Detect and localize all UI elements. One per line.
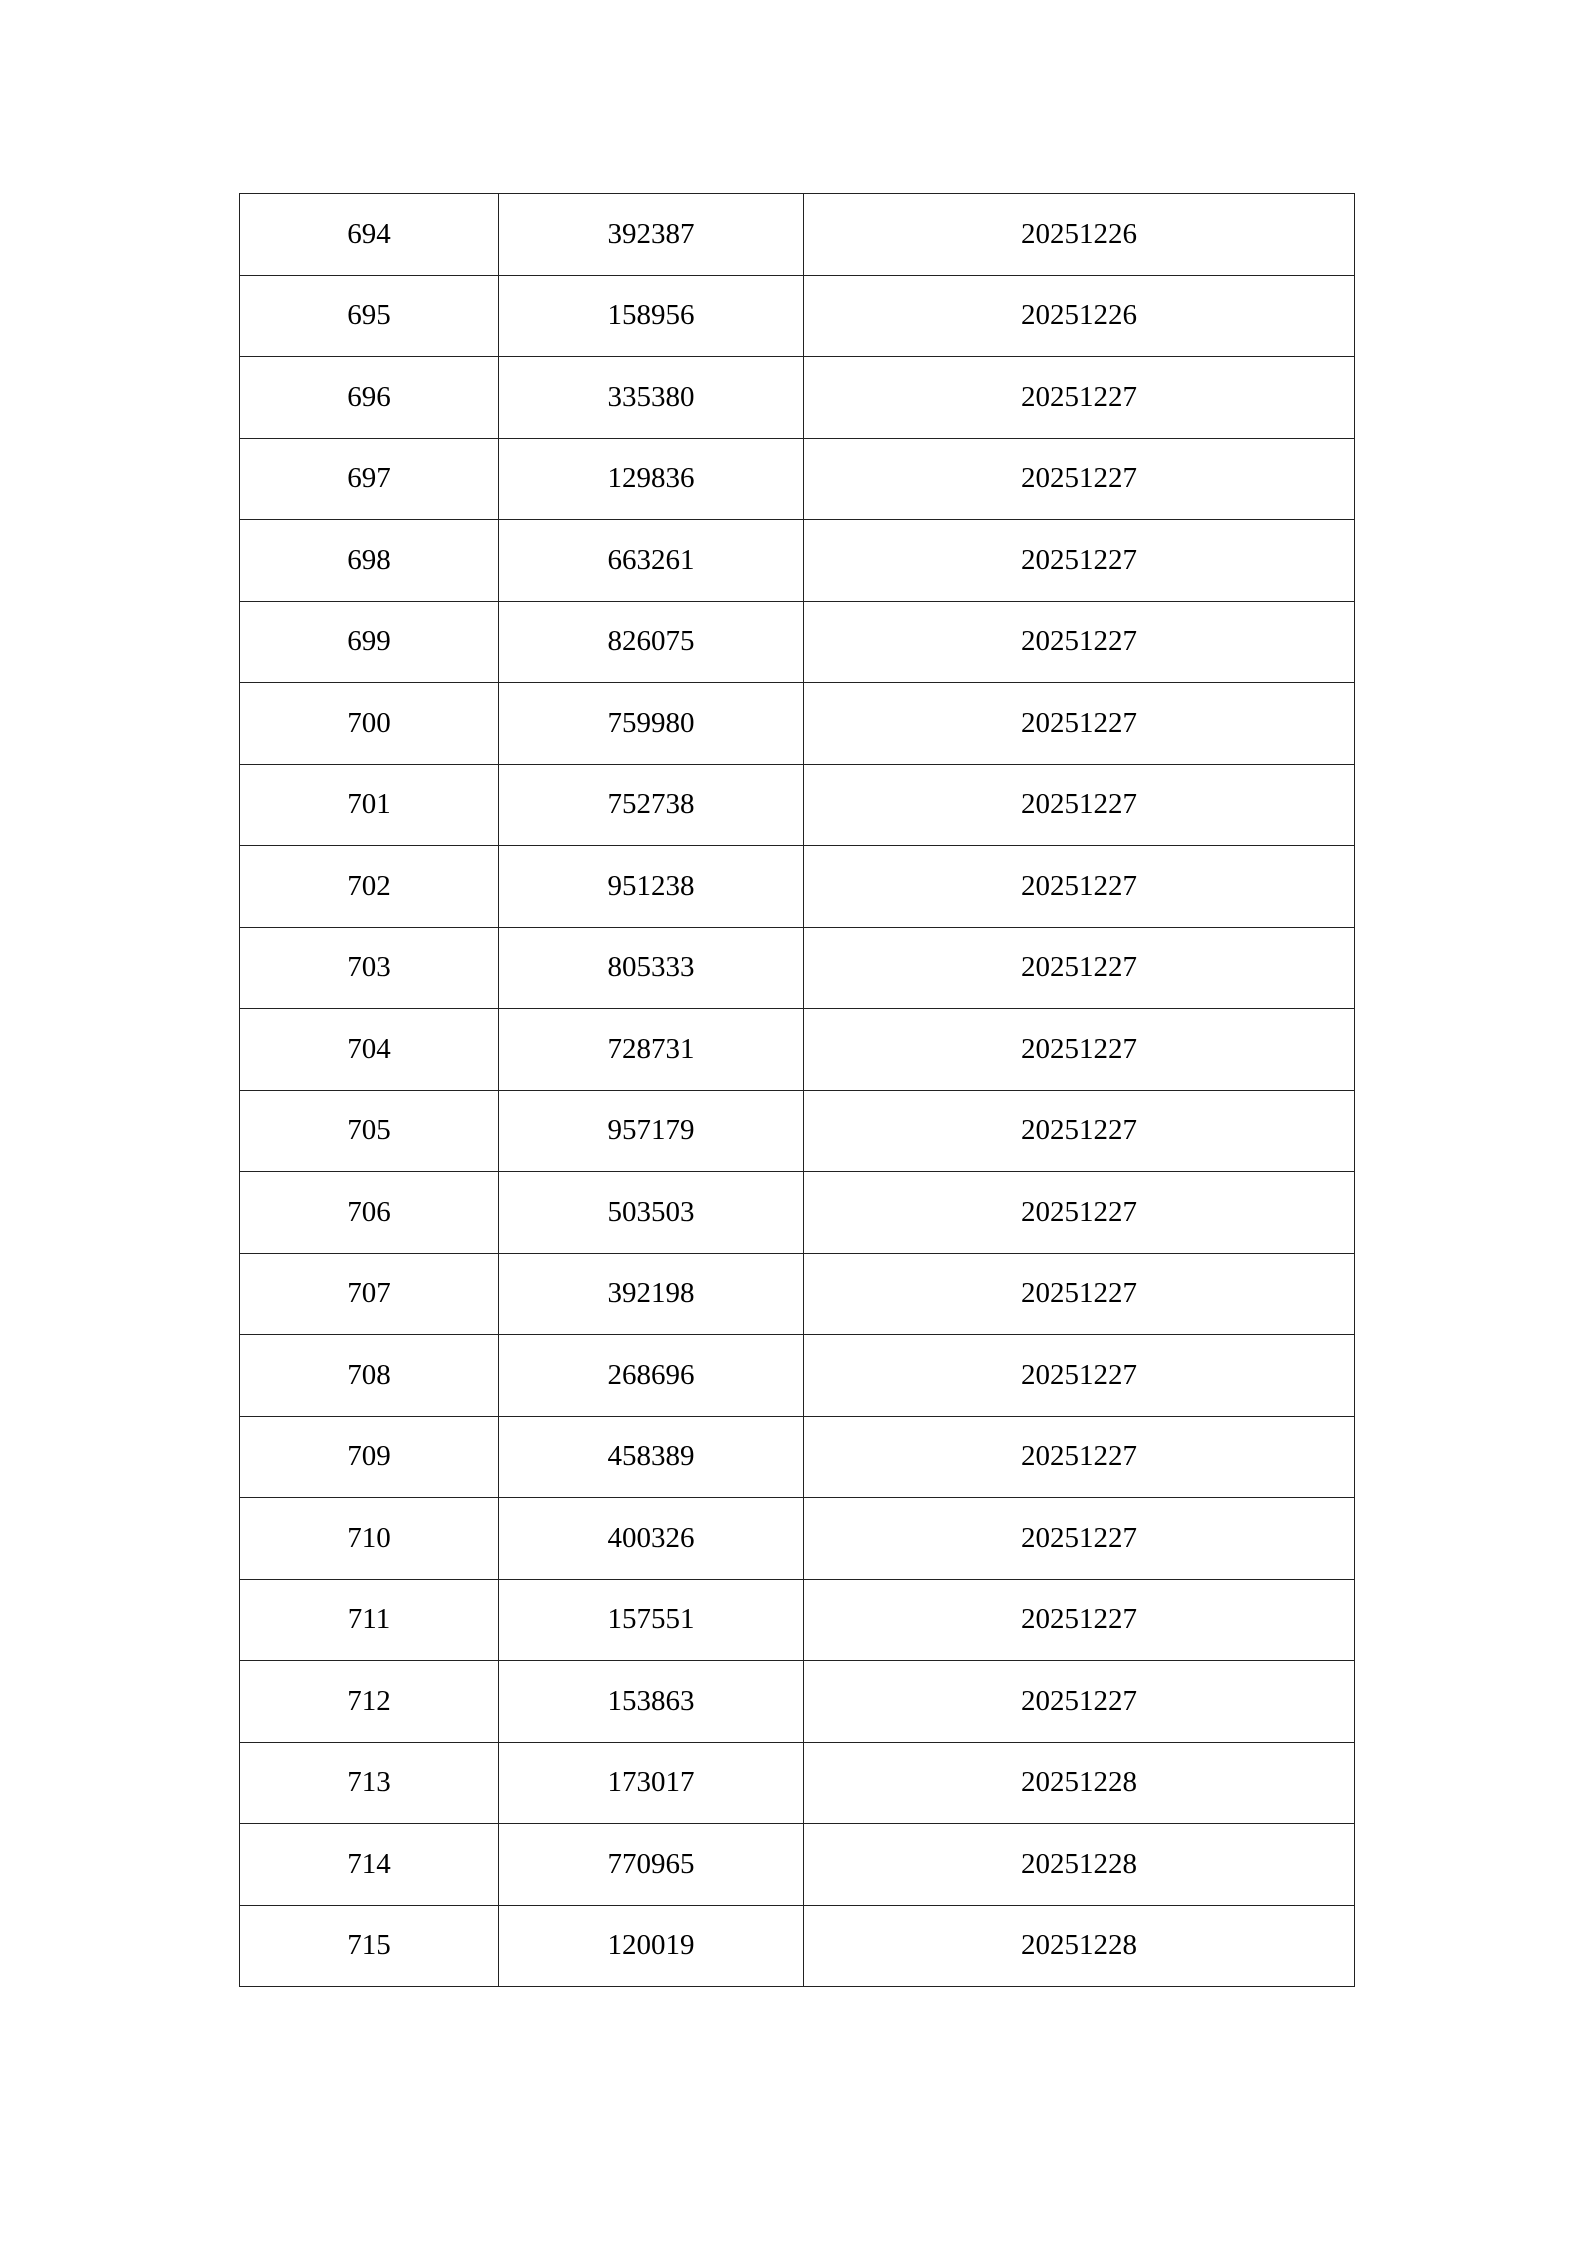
date-cell: 20251228 (804, 1742, 1355, 1824)
table-row (240, 1172, 1355, 1254)
code-cell: 400326 (499, 1498, 804, 1580)
serial-number-cell: 709 (240, 1416, 499, 1498)
date-cell: 20251227 (804, 683, 1355, 765)
serial-number-cell: 715 (240, 1905, 499, 1987)
table-row (240, 1090, 1355, 1172)
code-cell: 458389 (499, 1416, 804, 1498)
table-row (240, 683, 1355, 765)
table-row (240, 764, 1355, 846)
serial-number-cell: 706 (240, 1172, 499, 1254)
table-row (240, 1416, 1355, 1498)
date-cell: 20251227 (804, 846, 1355, 928)
code-cell: 805333 (499, 927, 804, 1009)
data-table (239, 193, 1355, 1987)
date-cell: 20251227 (804, 1090, 1355, 1172)
table-row (240, 927, 1355, 1009)
code-cell: 129836 (499, 438, 804, 520)
table-row (240, 601, 1355, 683)
table-row (240, 1009, 1355, 1091)
date-cell: 20251228 (804, 1824, 1355, 1906)
date-cell: 20251227 (804, 438, 1355, 520)
serial-number-cell: 694 (240, 194, 499, 276)
date-cell: 20251227 (804, 357, 1355, 439)
date-cell: 20251227 (804, 1579, 1355, 1661)
code-cell: 158956 (499, 275, 804, 357)
serial-number-cell: 702 (240, 846, 499, 928)
table-row (240, 1661, 1355, 1743)
date-cell: 20251227 (804, 520, 1355, 602)
serial-number-cell: 708 (240, 1335, 499, 1417)
date-cell: 20251226 (804, 275, 1355, 357)
serial-number-cell: 707 (240, 1253, 499, 1335)
table-row (240, 1824, 1355, 1906)
date-cell: 20251227 (804, 1172, 1355, 1254)
table-row (240, 520, 1355, 602)
date-cell: 20251227 (804, 1009, 1355, 1091)
code-cell: 752738 (499, 764, 804, 846)
date-cell: 20251227 (804, 1498, 1355, 1580)
date-cell: 20251227 (804, 1253, 1355, 1335)
code-cell: 392198 (499, 1253, 804, 1335)
table-row (240, 275, 1355, 357)
code-cell: 268696 (499, 1335, 804, 1417)
date-cell: 20251227 (804, 764, 1355, 846)
code-cell: 957179 (499, 1090, 804, 1172)
code-cell: 335380 (499, 357, 804, 439)
serial-number-cell: 695 (240, 275, 499, 357)
serial-number-cell: 697 (240, 438, 499, 520)
code-cell: 173017 (499, 1742, 804, 1824)
code-cell: 770965 (499, 1824, 804, 1906)
date-cell: 20251228 (804, 1905, 1355, 1987)
code-cell: 120019 (499, 1905, 804, 1987)
date-cell: 20251227 (804, 1335, 1355, 1417)
table-row (240, 438, 1355, 520)
serial-number-cell: 698 (240, 520, 499, 602)
serial-number-cell: 703 (240, 927, 499, 1009)
serial-number-cell: 699 (240, 601, 499, 683)
serial-number-cell: 712 (240, 1661, 499, 1743)
serial-number-cell: 700 (240, 683, 499, 765)
table-row (240, 1905, 1355, 1987)
code-cell: 728731 (499, 1009, 804, 1091)
serial-number-cell: 713 (240, 1742, 499, 1824)
table-row (240, 357, 1355, 439)
table-row (240, 1335, 1355, 1417)
table-body (240, 194, 1355, 1987)
date-cell: 20251226 (804, 194, 1355, 276)
table-row (240, 1498, 1355, 1580)
table-row (240, 1579, 1355, 1661)
code-cell: 759980 (499, 683, 804, 765)
code-cell: 951238 (499, 846, 804, 928)
date-cell: 20251227 (804, 1416, 1355, 1498)
code-cell: 392387 (499, 194, 804, 276)
table-row (240, 846, 1355, 928)
serial-number-cell: 705 (240, 1090, 499, 1172)
table-row (240, 194, 1355, 276)
serial-number-cell: 714 (240, 1824, 499, 1906)
date-cell: 20251227 (804, 601, 1355, 683)
table-row (240, 1742, 1355, 1824)
serial-number-cell: 710 (240, 1498, 499, 1580)
table-row (240, 1253, 1355, 1335)
code-cell: 826075 (499, 601, 804, 683)
date-cell: 20251227 (804, 1661, 1355, 1743)
code-cell: 663261 (499, 520, 804, 602)
serial-number-cell: 696 (240, 357, 499, 439)
code-cell: 153863 (499, 1661, 804, 1743)
date-cell: 20251227 (804, 927, 1355, 1009)
code-cell: 503503 (499, 1172, 804, 1254)
serial-number-cell: 704 (240, 1009, 499, 1091)
code-cell: 157551 (499, 1579, 804, 1661)
serial-number-cell: 711 (240, 1579, 499, 1661)
serial-number-cell: 701 (240, 764, 499, 846)
